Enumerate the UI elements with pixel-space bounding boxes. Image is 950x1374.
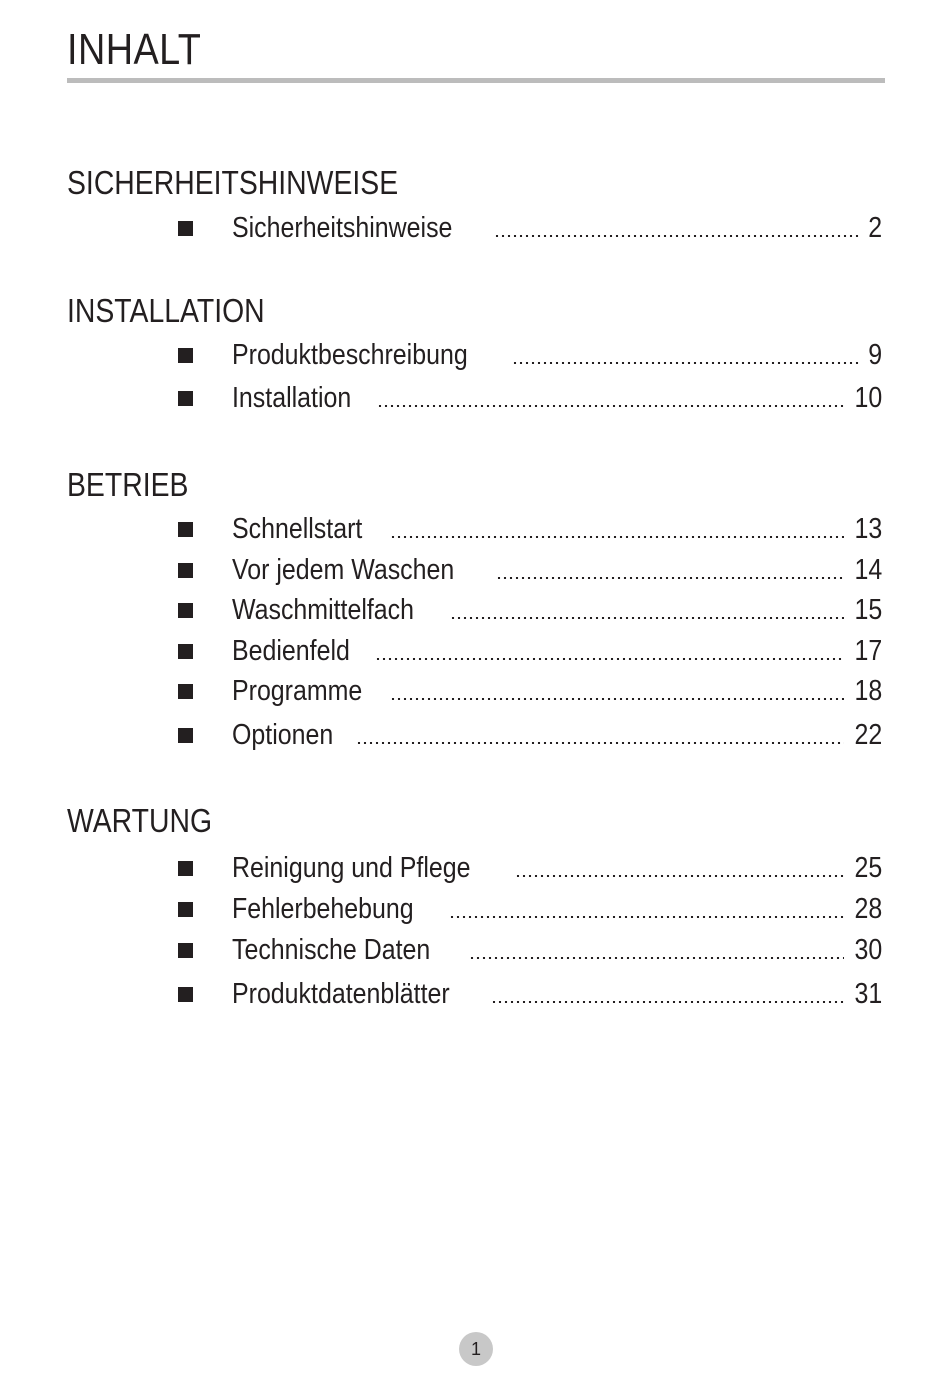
dot-leader	[375, 658, 844, 660]
toc-entry-page: 13	[854, 513, 882, 545]
toc-entry-label: Produktdatenblätter	[232, 978, 450, 1010]
toc-entry-label: Waschmittelfach	[232, 594, 415, 626]
square-bullet-icon	[178, 563, 193, 578]
square-bullet-icon	[178, 348, 193, 363]
toc-entry-page: 30	[854, 934, 882, 966]
square-bullet-icon	[178, 603, 193, 618]
section-heading-wartung: WARTUNG	[67, 802, 213, 839]
section-heading-sicherheitshinweise: SICHERHEITSHINWEISE	[67, 164, 399, 201]
toc-entry-page: 22	[854, 719, 882, 751]
dot-leader	[377, 405, 844, 407]
dot-leader	[390, 536, 844, 538]
toc-entry-waschmittelfach[interactable]	[178, 590, 882, 630]
toc-entry-label: Sicherheitshinweise	[232, 212, 453, 244]
dot-leader	[449, 916, 844, 918]
square-bullet-icon	[178, 684, 193, 699]
square-bullet-icon	[178, 943, 193, 958]
dot-leader	[390, 698, 844, 700]
toc-entry-page: 17	[854, 635, 882, 667]
toc-entry-fehlerbehebung[interactable]	[178, 889, 882, 929]
toc-entry-optionen[interactable]	[178, 715, 882, 755]
toc-entry-produktbeschreibung[interactable]	[178, 335, 882, 375]
toc-entry-page: 31	[854, 978, 882, 1010]
toc-entry-page: 28	[854, 893, 882, 925]
toc-entry-page: 15	[854, 594, 882, 626]
dot-leader	[494, 235, 860, 237]
square-bullet-icon	[178, 644, 193, 659]
dot-leader	[512, 362, 860, 364]
title-divider	[67, 78, 885, 83]
toc-entry-page: 14	[854, 554, 882, 586]
toc-entry-label: Fehlerbehebung	[232, 893, 414, 925]
square-bullet-icon	[178, 728, 193, 743]
section-heading-betrieb: BETRIEB	[67, 466, 189, 503]
toc-entry-schnellstart[interactable]	[178, 509, 882, 549]
toc-entry-label: Programme	[232, 675, 363, 707]
section-heading-installation: INSTALLATION	[67, 292, 265, 329]
toc-entry-label: Reinigung und Pflege	[232, 852, 471, 884]
toc-entry-technische-daten[interactable]	[178, 930, 882, 970]
toc-entry-label: Installation	[232, 382, 352, 414]
toc-entry-page: 25	[854, 852, 882, 884]
dot-leader	[469, 957, 844, 959]
toc-entry-label: Vor jedem Waschen	[232, 554, 455, 586]
page-number-badge: 1	[459, 1332, 493, 1366]
toc-entry-page: 9	[868, 339, 882, 371]
toc-entry-label: Schnellstart	[232, 513, 363, 545]
toc-entry-label: Technische Daten	[232, 934, 431, 966]
square-bullet-icon	[178, 522, 193, 537]
page-title: INHALT	[67, 25, 202, 74]
square-bullet-icon	[178, 861, 193, 876]
dot-leader	[496, 577, 843, 579]
toc-entry-vor-jedem-waschen[interactable]	[178, 550, 882, 590]
square-bullet-icon	[178, 902, 193, 917]
dot-leader	[356, 742, 844, 744]
dot-leader	[491, 1001, 844, 1003]
toc-entry-page: 10	[854, 382, 882, 414]
toc-entry-bedienfeld[interactable]	[178, 631, 882, 671]
square-bullet-icon	[178, 391, 193, 406]
toc-entry-installation[interactable]	[178, 378, 882, 418]
toc-entry-programme[interactable]	[178, 671, 882, 711]
dot-leader	[450, 617, 844, 619]
toc-entry-page: 18	[854, 675, 882, 707]
toc-entry-sicherheitshinweise[interactable]	[178, 208, 882, 248]
toc-entry-page: 2	[868, 212, 882, 244]
toc-entry-reinigung-und-pflege[interactable]	[178, 848, 882, 888]
toc-entry-label: Produktbeschreibung	[232, 339, 468, 371]
square-bullet-icon	[178, 221, 193, 236]
toc-entry-label: Optionen	[232, 719, 334, 751]
toc-entry-label: Bedienfeld	[232, 635, 350, 667]
square-bullet-icon	[178, 987, 193, 1002]
dot-leader	[515, 875, 843, 877]
toc-entry-produktdatenblaetter[interactable]	[178, 974, 882, 1014]
